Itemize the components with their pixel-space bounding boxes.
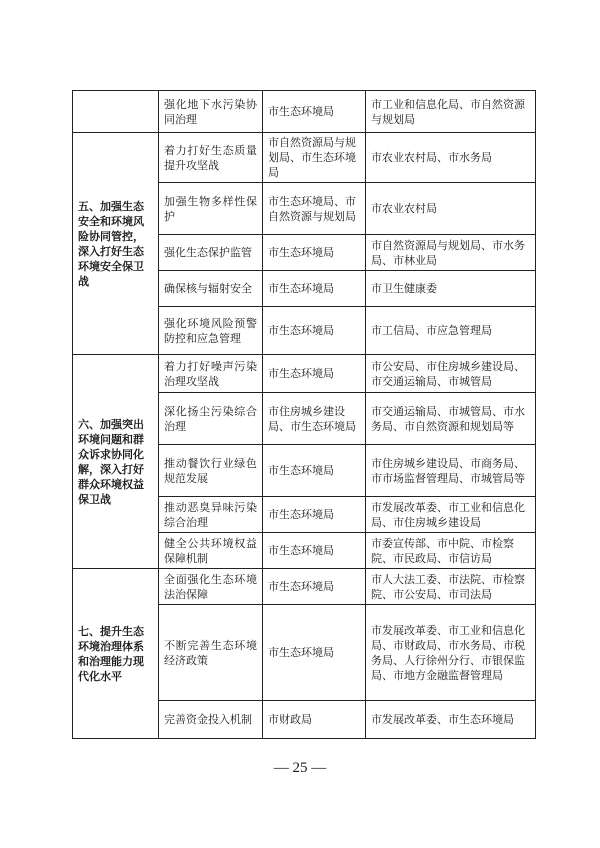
task-cell: 全面强化生态环境法治保障 <box>159 569 263 605</box>
lead-unit-cell: 市生态环境局 <box>263 235 366 271</box>
lead-unit-cell: 市生态环境局 <box>263 605 366 701</box>
coop-unit-cell: 市自然资源局与规划局、市水务局、市林业局 <box>366 235 536 271</box>
category-cell: 五、加强生态安全和环境风险协同管控，深入打好生态环境安全保卫战 <box>73 133 159 355</box>
category-cell: 七、提升生态环境治理体系和治理能力现代化水平 <box>73 569 159 739</box>
coop-unit-cell: 市公安局、市住房城乡建设局、市交通运输局、市城管局 <box>366 355 536 393</box>
task-cell: 强化环境风险预警防控和应急管理 <box>159 307 263 355</box>
coop-unit-cell: 市农业农村局 <box>366 183 536 235</box>
responsibility-table <box>72 90 536 739</box>
coop-unit-cell: 市农业农村局、市水务局 <box>366 133 536 183</box>
table-row <box>73 569 536 605</box>
table-row <box>73 91 536 133</box>
task-cell: 完善资金投入机制 <box>159 701 263 739</box>
coop-unit-cell: 市工信局、市应急管理局 <box>366 307 536 355</box>
category-cell <box>73 91 159 133</box>
coop-unit-cell: 市卫生健康委 <box>366 271 536 307</box>
lead-unit-cell: 市财政局 <box>263 701 366 739</box>
task-cell: 加强生物多样性保护 <box>159 183 263 235</box>
lead-unit-cell: 市生态环境局 <box>263 91 366 133</box>
task-cell: 深化扬尘污染综合治理 <box>159 393 263 445</box>
table-row <box>73 133 536 183</box>
category-cell: 六、加强突出环境问题和群众诉求协同化解，深入打好群众环境权益保卫战 <box>73 355 159 569</box>
coop-unit-cell: 市人大法工委、市法院、市检察院、市公安局、市司法局 <box>366 569 536 605</box>
table-body <box>73 91 536 739</box>
coop-unit-cell: 市发展改革委、市生态环境局 <box>366 701 536 739</box>
lead-unit-cell: 市自然资源局与规划局、市生态环境局 <box>263 133 366 183</box>
table-row <box>73 355 536 393</box>
coop-unit-cell: 市委宣传部、市中院、市检察院、市民政局、市信访局 <box>366 533 536 569</box>
coop-unit-cell: 市发展改革委、市工业和信息化局、市财政局、市水务局、市税务局、人行徐州分行、市银保监局、市地方金融监督管理局 <box>366 605 536 701</box>
task-cell: 着力打好生态质量提升攻坚战 <box>159 133 263 183</box>
task-cell: 着力打好噪声污染治理攻坚战 <box>159 355 263 393</box>
task-cell: 不断完善生态环境经济政策 <box>159 605 263 701</box>
coop-unit-cell: 市住房城乡建设局、市商务局、市市场监督管理局、市城管局等 <box>366 445 536 497</box>
task-cell: 强化地下水污染协同治理 <box>159 91 263 133</box>
coop-unit-cell: 市发展改革委、市工业和信息化局、市住房城乡建设局 <box>366 497 536 533</box>
lead-unit-cell: 市住房城乡建设局、市生态环境局 <box>263 393 366 445</box>
lead-unit-cell: 市生态环境局 <box>263 569 366 605</box>
task-cell: 确保核与辐射安全 <box>159 271 263 307</box>
lead-unit-cell: 市生态环境局 <box>263 533 366 569</box>
task-cell: 推动餐饮行业绿色规范发展 <box>159 445 263 497</box>
lead-unit-cell: 市生态环境局 <box>263 307 366 355</box>
task-cell: 推动恶臭异味污染综合治理 <box>159 497 263 533</box>
lead-unit-cell: 市生态环境局 <box>263 497 366 533</box>
task-cell: 强化生态保护监管 <box>159 235 263 271</box>
coop-unit-cell: 市交通运输局、市城管局、市水务局、市自然资源和规划局等 <box>366 393 536 445</box>
page-number: — 25 — <box>273 760 327 776</box>
lead-unit-cell: 市生态环境局 <box>263 355 366 393</box>
coop-unit-cell: 市工业和信息化局、市自然资源与规划局 <box>366 91 536 133</box>
task-cell: 健全公共环境权益保障机制 <box>159 533 263 569</box>
lead-unit-cell: 市生态环境局、市自然资源与规划局 <box>263 183 366 235</box>
lead-unit-cell: 市生态环境局 <box>263 445 366 497</box>
lead-unit-cell: 市生态环境局 <box>263 271 366 307</box>
